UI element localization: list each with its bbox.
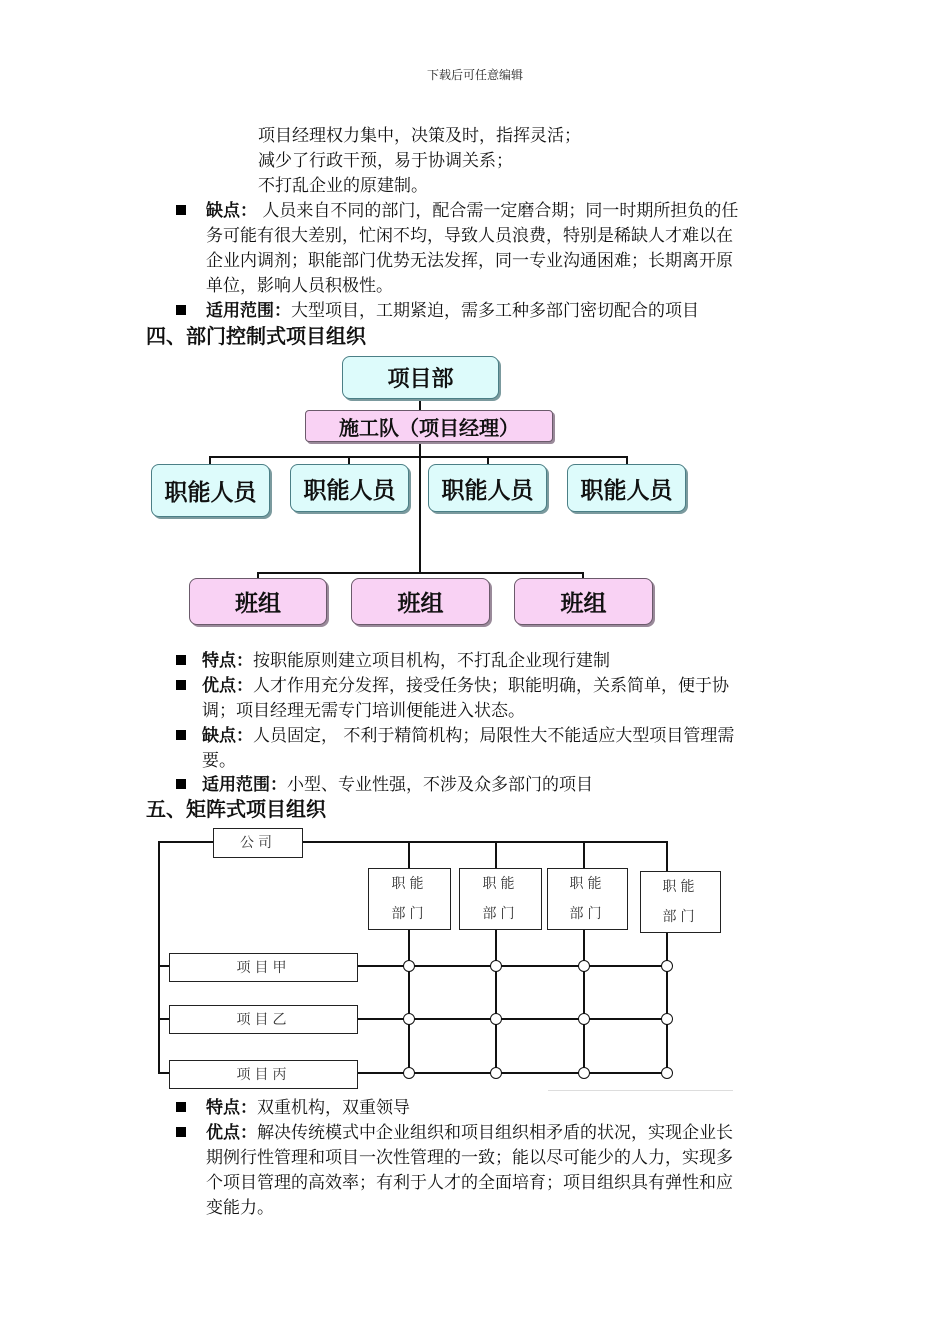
intro-line-3: 不打乱企业的原建制。	[258, 176, 428, 196]
matrix-node	[578, 1013, 590, 1025]
sec5-pros-line-1	[206, 1121, 733, 1145]
project-dept-box: 项目部	[342, 356, 499, 399]
sec3-cons-text-1: 人员来自不同的部门，配合需一定磨合期；同一时期所担负的任	[262, 201, 739, 221]
staff-box: 职能人员	[567, 464, 686, 512]
sec4-feature	[202, 649, 610, 673]
matrix-node	[578, 1067, 590, 1079]
department-label: 部门	[391, 906, 428, 922]
sec4-pros-text-1: 人才作用充分发挥，接受任务快；职能明确，关系简单，便于协	[253, 676, 729, 696]
bullet-square-icon	[176, 779, 186, 789]
company-box: 公司	[213, 828, 303, 858]
project-box: 项目甲	[169, 953, 358, 982]
department-label: 职能	[569, 876, 606, 892]
sec3-cons-line-2: 务可能有很大差别，忙闲不均，导致人员浪费，特别是稀缺人才难以在	[206, 226, 733, 246]
sec3-scope	[206, 299, 699, 323]
team-group-box: 班组	[351, 578, 490, 625]
department-box	[640, 871, 721, 933]
bullet-square-icon	[176, 305, 186, 315]
sec3-scope-text: 大型项目，工期紧迫，需多工种多部门密切配合的项目	[291, 301, 699, 321]
sec4-feature-label: 特点：	[202, 651, 253, 671]
department-label: 职能	[482, 876, 519, 892]
sec4-feature-text: 按职能原则建立项目机构，不打乱企业现行建制	[253, 651, 610, 671]
team-group-box: 班组	[189, 578, 327, 625]
matrix-node	[403, 1067, 415, 1079]
bullet-square-icon	[176, 1102, 186, 1112]
department-box	[459, 868, 542, 930]
bullet-square-icon	[176, 655, 186, 665]
bullet-square-icon	[176, 730, 186, 740]
sec3-scope-label: 适用范围：	[206, 301, 291, 321]
project-box: 项目丙	[169, 1060, 358, 1089]
matrix-node	[490, 1013, 502, 1025]
department-box	[368, 868, 451, 930]
sec4-scope-label: 适用范围：	[202, 775, 287, 795]
section5-title: 五、矩阵式项目组织	[146, 797, 326, 821]
matrix-node	[490, 1067, 502, 1079]
matrix-node	[403, 1013, 415, 1025]
sec3-cons-line-1	[206, 199, 738, 223]
sec5-feature-label: 特点：	[206, 1098, 257, 1118]
matrix-node	[403, 960, 415, 972]
department-label: 职能	[391, 876, 428, 892]
sec4-cons-line-2: 要。	[202, 751, 236, 771]
intro-line-2: 减少了行政干预，易于协调关系；	[258, 151, 513, 171]
bullet-square-icon	[176, 680, 186, 690]
sec4-scope	[202, 773, 593, 797]
sec3-cons-line-4: 单位，影响人员积极性。	[206, 276, 393, 296]
bullet-square-icon	[176, 205, 186, 215]
matrix-node	[661, 960, 673, 972]
sec5-pros-line-2: 期例行性管理和项目一次性管理的一致；能以尽可能少的人力，实现多	[206, 1148, 733, 1168]
sec5-feature	[206, 1096, 410, 1120]
sec4-cons-line-1	[202, 724, 734, 748]
sec5-pros-text-1: 解决传统模式中企业组织和项目组织相矛盾的状况，实现企业长	[257, 1123, 733, 1143]
sec4-cons-text-1: 人员固定， 不利于精简机构；局限性大不能适应大型项目管理需	[253, 726, 735, 746]
team-group-box: 班组	[514, 578, 653, 625]
matrix-node	[490, 960, 502, 972]
sec5-pros-label: 优点：	[206, 1123, 257, 1143]
sec4-pros-label: 优点：	[202, 676, 253, 696]
department-box	[547, 868, 628, 930]
department-label: 部门	[569, 906, 606, 922]
sec4-pros-line-2: 调；项目经理无需专门培训便能进入状态。	[202, 701, 525, 721]
project-box: 项目乙	[169, 1005, 358, 1034]
sec4-pros-line-1	[202, 674, 729, 698]
department-label: 部门	[482, 906, 519, 922]
department-label: 部门	[662, 909, 699, 925]
department-label: 职能	[662, 879, 699, 895]
staff-box: 职能人员	[290, 464, 409, 512]
intro-line-1: 项目经理权力集中，决策及时，指挥灵活；	[258, 126, 581, 146]
staff-box: 职能人员	[428, 464, 547, 512]
sec5-feature-text: 双重机构，双重领导	[257, 1098, 410, 1118]
bullet-square-icon	[176, 1127, 186, 1137]
matrix-node	[661, 1067, 673, 1079]
section4-title: 四、部门控制式项目组织	[146, 324, 366, 348]
sec4-cons-label: 缺点：	[202, 726, 253, 746]
construction-team-box: 施工队（项目经理）	[305, 410, 553, 442]
sec3-cons-line-3: 企业内调剂；职能部门优势无法发挥，同一专业沟通困难；长期离开原	[206, 251, 733, 271]
matrix-node	[661, 1013, 673, 1025]
sec4-scope-text: 小型、专业性强，不涉及众多部门的项目	[287, 775, 593, 795]
matrix-node	[578, 960, 590, 972]
staff-box: 职能人员	[151, 464, 270, 517]
sec3-cons-label: 缺点：	[206, 201, 257, 221]
page-header: 下载后可任意编辑	[426, 68, 523, 82]
sec5-pros-line-4: 变能力。	[206, 1198, 274, 1218]
sec5-pros-line-3: 个项目管理的高效率；有利于人才的全面培育；项目组织具有弹性和应	[206, 1173, 733, 1193]
